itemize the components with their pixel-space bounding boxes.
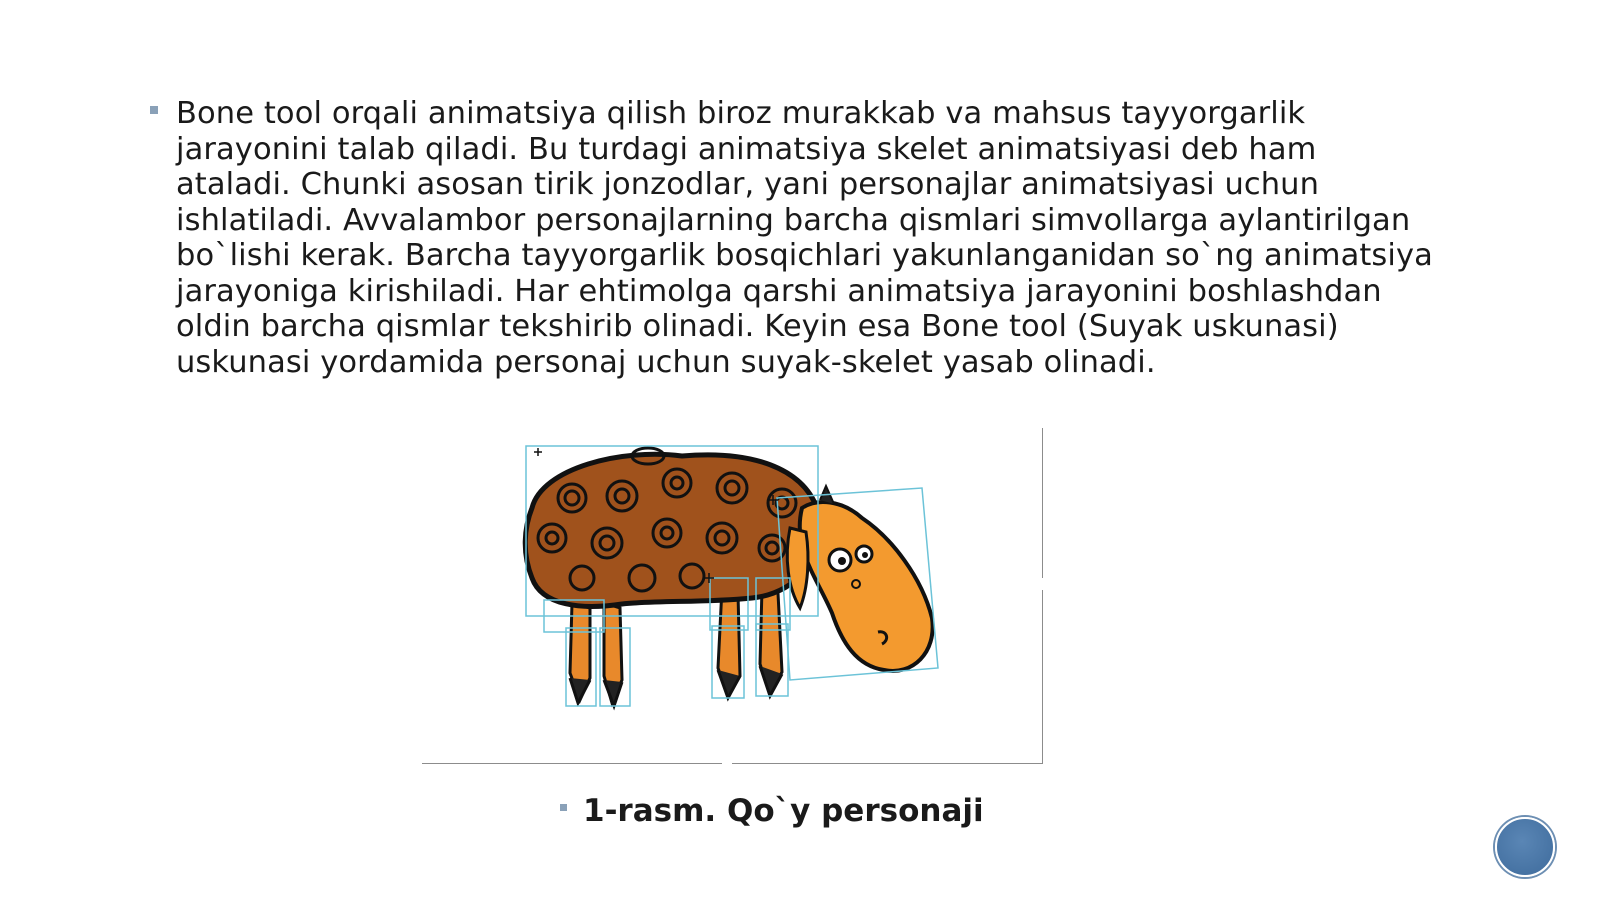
caption-bullet-marker — [560, 804, 567, 811]
frame-bottom-edge — [422, 763, 1042, 764]
text-bullet-block — [150, 96, 1450, 380]
bullet-marker — [150, 106, 158, 114]
sheep-character-illustration — [422, 428, 1042, 764]
paragraph-line: bo`lishi kerak. Barcha tayyorgarlik bosqichlari yakunlanganidan so`ng animatsiya — [176, 238, 1433, 273]
paragraph-line: ishlatiladi. Avvalambor personajlarning barcha qismlari simvollarga aylantirilgan — [176, 202, 1411, 238]
figure-caption: 1-rasm. Qo`y personaji — [583, 793, 984, 829]
paragraph-line: jarayoniga kirishiladi. Har ehtimolga qarshi animatsiya jarayonini boshlashdan — [176, 273, 1382, 309]
paragraph-line: Bone tool orqali animatsiya qilish biroz murakkab va mahsus tayyorgarlik — [176, 96, 1306, 131]
paragraph-line: ataladi. Chunki asosan tirik jonzodlar, yani personajlar animatsiyasi uchun — [176, 167, 1320, 202]
sheep-figure — [422, 428, 1042, 764]
figure-caption-block — [560, 793, 984, 829]
frame-right-edge — [1042, 428, 1043, 764]
frame-gap — [722, 761, 732, 767]
body-paragraph — [176, 96, 1450, 380]
slide-navigation-button[interactable] — [1495, 817, 1555, 877]
paragraph-line: jarayonini talab qiladi. Bu turdagi animatsiya skelet animatsiyasi deb ham — [176, 131, 1317, 167]
paragraph-line: uskunasi yordamida personaj uchun suyak-skelet yasab olinadi. — [176, 344, 1156, 380]
frame-gap — [1040, 578, 1045, 590]
sheep-head — [800, 502, 933, 671]
paragraph-line: oldin barcha qismlar tekshirib olinadi. Keyin esa Bone tool (Suyak uskunasi) — [176, 309, 1339, 344]
